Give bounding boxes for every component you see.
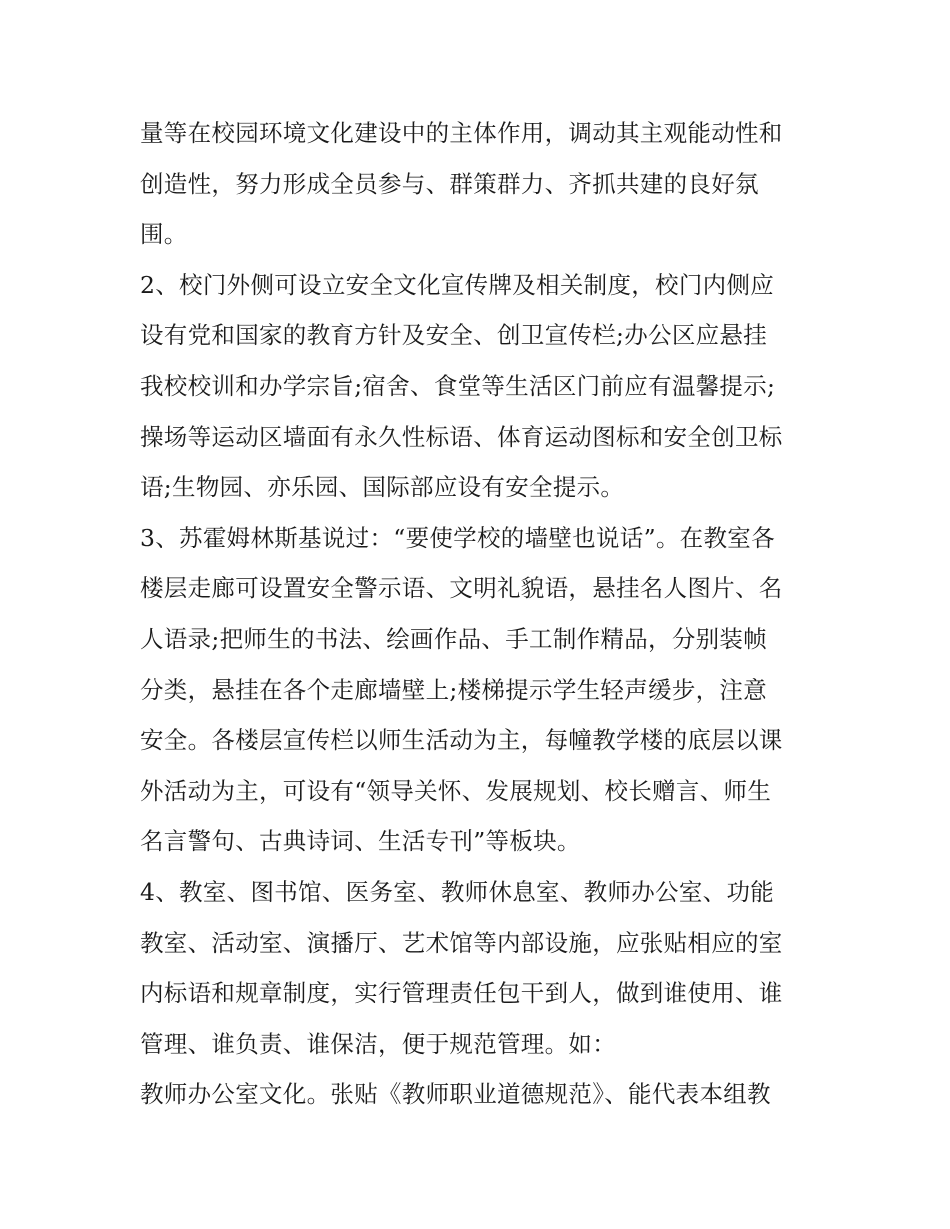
text-line: 安全。各楼层宣传栏以师生活动为主，每幢教学楼的底层以课 [140, 726, 783, 755]
text-line: 创造性，努力形成全员参与、群策群力、齐抓共建的良好氛 [140, 169, 759, 198]
text-line: 我校校训和办学宗旨;宿舍、食堂等生活区门前应有温馨提示; [140, 371, 776, 400]
text-line: 管理、谁负责、谁保洁，便于规范管理。如： [140, 1029, 616, 1058]
text-line: 语;生物园、亦乐园、国际部应设有安全提示。 [140, 473, 625, 502]
text-line: 名言警句、古典诗词、生活专刊”等板块。 [140, 827, 581, 856]
text-line: 设有党和国家的教育方针及安全、创卫宣传栏;办公区应悬挂 [140, 321, 768, 350]
text-line: 教室、活动室、演播厅、艺术馆等内部设施，应张贴相应的室 [140, 928, 783, 957]
document-body [140, 108, 820, 1120]
text-line: 操场等运动区墙面有永久性标语、体育运动图标和安全创卫标 [140, 422, 783, 451]
text-line: 人语录;把师生的书法、绘画作品、手工制作精品，分别装帧 [140, 624, 768, 653]
text-line: 楼层走廊可设置安全警示语、文明礼貌语，悬挂名人图片、名 [140, 574, 783, 603]
text-line: 4、教室、图书馆、医务室、教师休息室、教师办公室、功能 [140, 877, 775, 906]
text-line: 分类，悬挂在各个走廊墙壁上;楼梯提示学生轻声缓步，注意 [140, 675, 768, 704]
text-line: 教师办公室文化。张贴《教师职业道德规范》、能代表本组教 [140, 1080, 771, 1109]
text-line: 外活动为主，可设有“领导关怀、发展规划、校长赠言、师生 [140, 776, 772, 805]
text-line: 内标语和规章制度，实行管理责任包干到人，做到谁使用、谁 [140, 979, 783, 1008]
text-line: 3、苏霍姆林斯基说过：“要使学校的墙壁也说话”。在教室各 [140, 523, 775, 552]
text-line: 2、校门外侧可设立安全文化宣传牌及相关制度，校门内侧应 [140, 270, 775, 299]
text-line: 量等在校园环境文化建设中的主体作用，调动其主观能动性和 [140, 119, 783, 147]
text-line: 围。 [140, 220, 188, 249]
